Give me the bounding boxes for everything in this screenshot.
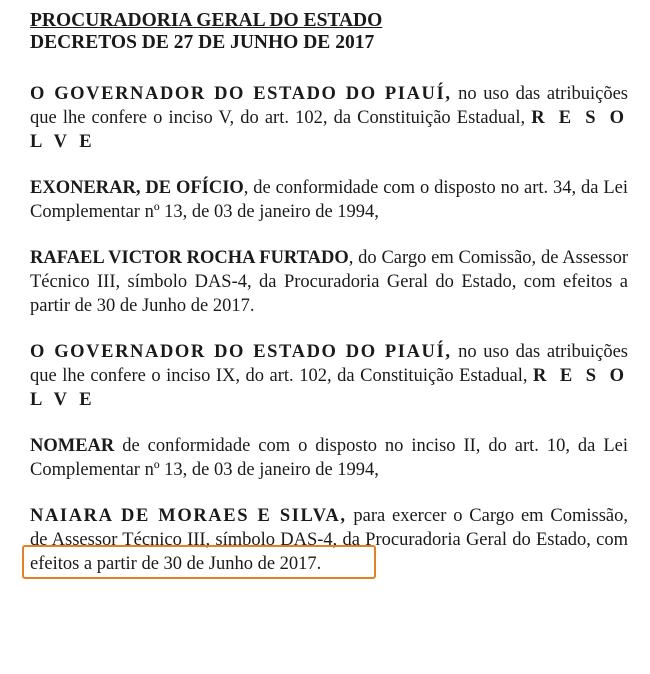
paragraph-1 (30, 82, 628, 154)
paragraph-1-text: no uso das atribuições que lhe confere o inciso V, do art. 102, da Constituição Estadual, (30, 84, 628, 128)
paragraph-4 (30, 340, 628, 412)
paragraph-3 (30, 246, 628, 318)
paragraph-4-text: no uso das atribuições que lhe confere o inciso IX, do art. 102, da Constituição Estadual, (30, 342, 628, 386)
paragraph-6 (30, 504, 628, 576)
paragraph-3-bold: RAFAEL VICTOR ROCHA FURTADO (30, 248, 349, 268)
paragraph-6-bold: NAIARA DE MORAES E SILVA, (30, 506, 347, 526)
paragraph-4-bold: O GOVERNADOR DO ESTADO DO PIAUÍ, (30, 342, 452, 362)
paragraph-5-text: de conformidade com o disposto no inciso II, do art. 10, da Lei Complementar nº 13, de 03 de janeiro de 1994, (30, 436, 628, 480)
header-line-1: PROCURADORIA GERAL DO ESTADO (30, 10, 383, 31)
paragraph-4-resolve: R E S O L V E (30, 366, 628, 410)
paragraph-6-text: para exercer o Cargo em Comissão, de Assessor Técnico III, símbolo DAS-4, da Procuradoria Geral do Estado, com efeitos a partir de 30 de Junho de 2017. (30, 506, 628, 574)
document-header (30, 10, 628, 54)
paragraph-5-bold: NOMEAR (30, 436, 115, 456)
paragraph-2-bold: EXONERAR, DE OFÍCIO (30, 178, 244, 198)
header-line-2: DECRETOS DE 27 DE JUNHO DE 2017 (30, 32, 375, 53)
paragraph-1-resolve: R E S O L V E (30, 108, 628, 152)
paragraph-1-bold: O GOVERNADOR DO ESTADO DO PIAUÍ, (30, 84, 452, 104)
paragraph-3-text: , do Cargo em Comissão, de Assessor Técnico III, símbolo DAS-4, da Procuradoria Geral do Estado, com efeitos a partir de 30 de Junho de 2017. (30, 248, 628, 316)
paragraph-5 (30, 434, 628, 482)
paragraph-2 (30, 176, 628, 224)
paragraph-2-text: , de conformidade com o disposto no art. 34, da Lei Complementar nº 13, de 03 de janeiro de 1994, (30, 178, 628, 222)
